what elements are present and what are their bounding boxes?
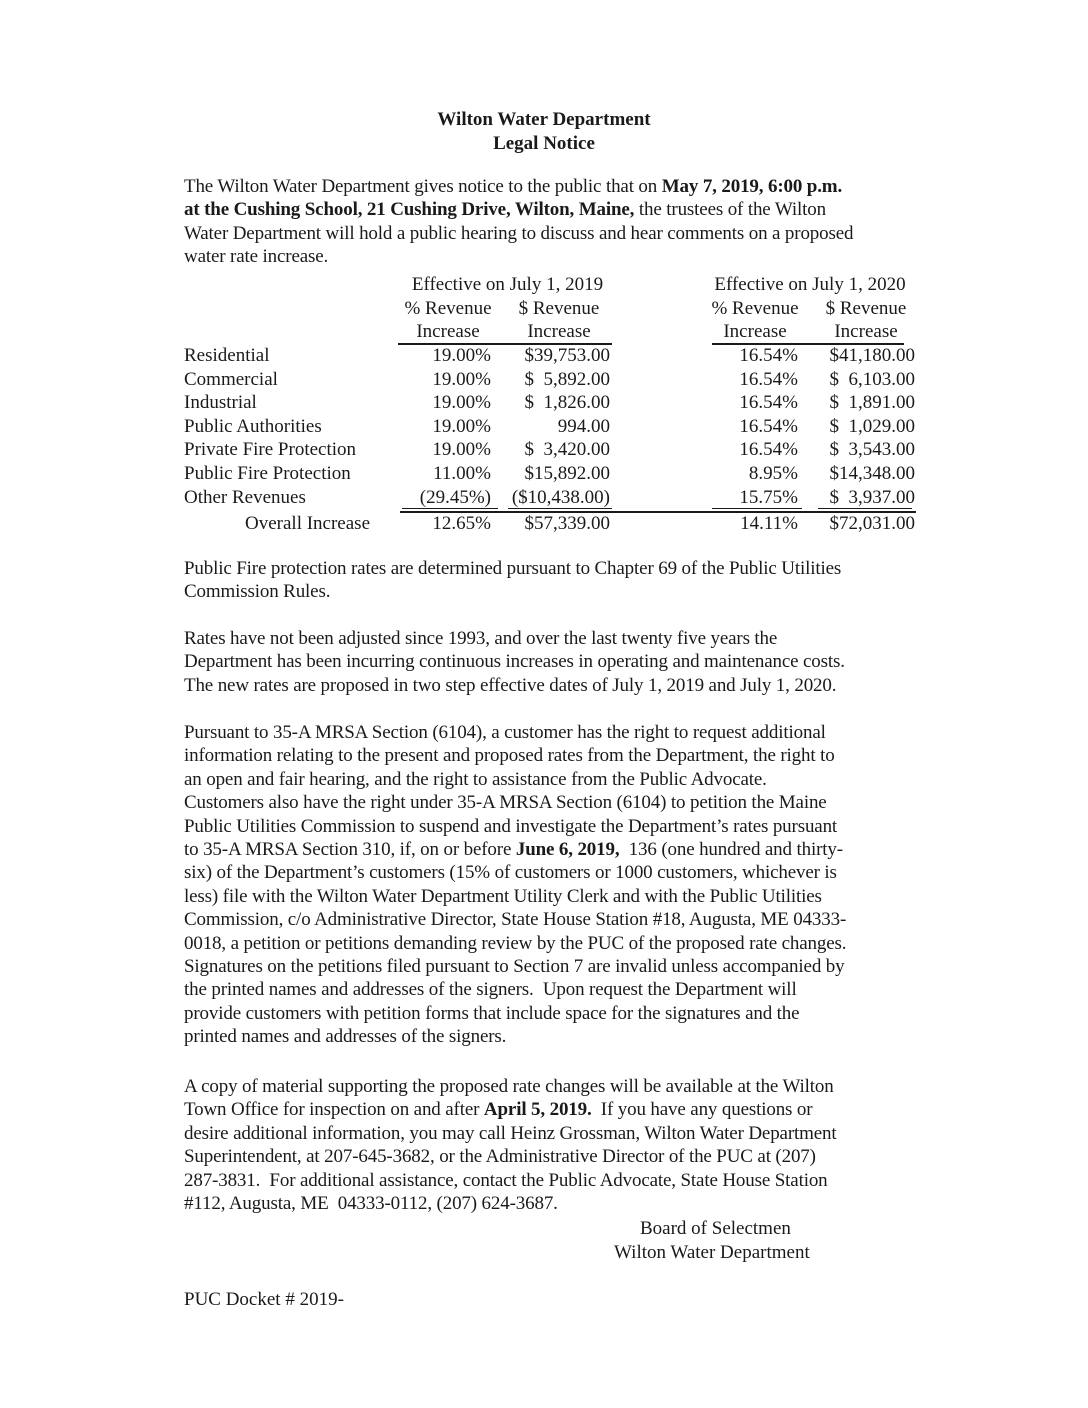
period-2-pct-value: 16.54% xyxy=(739,415,798,437)
text-line xyxy=(184,1169,924,1192)
text-line xyxy=(184,245,924,268)
period-1-amt-value: $39,753.00 xyxy=(524,345,610,366)
text-line xyxy=(184,815,924,838)
text-line xyxy=(184,1025,924,1048)
period-1-pct-value: 19.00% xyxy=(432,392,491,414)
text-line xyxy=(184,674,924,697)
text-run: Water Department will hold a public hearing to discuss and hear comments on a proposed xyxy=(184,222,854,244)
text-run: Signatures on the petitions filed pursuant to Section 7 are invalid unless accompanied by xyxy=(184,956,845,978)
text-run: information relating to the present and proposed rates from the Department, the right to xyxy=(184,745,835,767)
text-run: to 35-A MRSA Section 310, if, on or before xyxy=(184,839,516,861)
text-line xyxy=(184,650,924,673)
period-2-amt-header-line2: Increase xyxy=(834,321,898,342)
text-line xyxy=(184,557,924,580)
period-2-label: Effective on July 1, 2020 xyxy=(714,274,906,295)
text-run: water rate increase. xyxy=(184,246,329,268)
text-run: 136 (one hundred and thirty- xyxy=(619,839,843,861)
text-run: an open and fair hearing, and the right to assistance from the Public Advocate. xyxy=(184,768,767,790)
row-category: Residential xyxy=(184,345,270,366)
signature-board: Board of Selectmen xyxy=(640,1218,791,1239)
period-1-pct-value: 19.00% xyxy=(432,368,491,390)
text-line xyxy=(184,1122,924,1145)
period-2-pct-value: 8.95% xyxy=(748,463,798,484)
text-run: #112, Augusta, ME 04333-0112, (207) 624-3687. xyxy=(184,1193,558,1215)
text-run: 0018, a petition or petitions demanding review by the PUC of the proposed rate changes. xyxy=(184,932,847,954)
signature-department: Wilton Water Department xyxy=(614,1242,810,1263)
subtotal-underline xyxy=(508,508,612,510)
period-1-amt-value: $ 5,892.00 xyxy=(524,368,610,390)
fire-protection-paragraph xyxy=(184,557,924,604)
text-run: Town Office for inspection on and after xyxy=(184,1099,484,1121)
text-line xyxy=(184,978,924,1001)
text-line xyxy=(184,1192,924,1215)
subtotal-underline xyxy=(712,508,802,510)
text-run: printed names and addresses of the signers. xyxy=(184,1026,507,1048)
puc-docket-number: PUC Docket # 2019- xyxy=(184,1289,344,1310)
text-run: Public Fire protection rates are determined pursuant to Chapter 69 of the Public Utilities xyxy=(184,558,842,579)
period-1-amt-value: $ 1,826.00 xyxy=(524,392,610,414)
text-line xyxy=(184,627,924,650)
total-rule xyxy=(400,511,916,513)
text-line xyxy=(184,885,924,908)
text-run: the printed names and addresses of the signers. Upon request the Department will xyxy=(184,979,797,1001)
text-line xyxy=(184,932,924,955)
emphasized-text: April 5, 2019. xyxy=(483,1099,592,1121)
text-line xyxy=(184,1145,924,1168)
text-run: less) file with the Wilton Water Department Utility Clerk and with the Public Utilities xyxy=(184,885,822,907)
period-1-pct-header-line2: Increase xyxy=(416,321,480,342)
period-2-pct-value: 16.54% xyxy=(739,439,798,461)
row-category: Other Revenues xyxy=(184,486,306,508)
period-1-pct-header-line1: % Revenue xyxy=(404,298,492,319)
text-run: Commission, c/o Administrative Director, State House Station #18, Augusta, ME 04333- xyxy=(184,909,847,931)
text-line xyxy=(184,955,924,978)
period-1-pct-value: 19.00% xyxy=(432,415,491,437)
text-line xyxy=(184,908,924,931)
contact-paragraph xyxy=(184,1075,924,1215)
period-1-pct-value: 19.00% xyxy=(432,345,491,366)
period-2-pct-header-line1: % Revenue xyxy=(711,298,799,319)
text-run: The new rates are proposed in two step effective dates of July 1, 2019 and July 1, 2020. xyxy=(184,674,837,696)
period-2-amt-value: $ 1,029.00 xyxy=(829,415,915,437)
period-1-amt-value: $15,892.00 xyxy=(524,463,610,484)
text-run: Superintendent, at 207-645-3682, or the Administrative Director of the PUC at (207) xyxy=(184,1146,816,1168)
emphasized-text: May 7, 2019, 6:00 p.m. xyxy=(661,176,843,197)
period-1-label: Effective on July 1, 2019 xyxy=(411,274,604,295)
subtotal-underline xyxy=(818,508,912,510)
period-1-pct-value: (29.45%) xyxy=(419,486,491,508)
intro-paragraph xyxy=(184,175,924,269)
text-line xyxy=(184,744,924,767)
period-2-pct-value: 16.54% xyxy=(739,345,798,366)
text-line xyxy=(184,791,924,814)
text-line xyxy=(184,768,924,791)
period-1-amt-header-line1: $ Revenue xyxy=(518,298,600,319)
text-line xyxy=(184,861,924,884)
text-run: Customers also have the right under 35-A MRSA Section (6104) to petition the Maine xyxy=(184,792,827,814)
text-run: the trustees of the Wilton xyxy=(634,199,826,221)
period-1-pct-value: 19.00% xyxy=(432,439,491,461)
period-2-amt-value: $ 3,937.00 xyxy=(829,486,915,508)
period-2-pct-value: 14.11% xyxy=(740,513,798,535)
period-2-pct-value: 15.75% xyxy=(739,486,798,508)
text-run: If you have any questions or xyxy=(591,1099,813,1121)
period-2-amt-value: $14,348.00 xyxy=(829,463,915,484)
text-run: 287-3831. For additional assistance, contact the Public Advocate, State House Station xyxy=(184,1169,828,1191)
period-2-amt-value: $ 6,103.00 xyxy=(829,368,915,390)
period-1-amt-header-line2: Increase xyxy=(527,321,591,342)
text-run: Department has been incurring continuous increases in operating and maintenance costs. xyxy=(184,651,845,673)
text-line xyxy=(184,198,924,221)
emphasized-text: June 6, 2019, xyxy=(515,839,620,861)
text-run: Pursuant to 35-A MRSA Section (6104), a customer has the right to request additional xyxy=(184,722,826,743)
row-category: Public Fire Protection xyxy=(184,463,351,484)
period-2-amt-value: $41,180.00 xyxy=(829,345,915,366)
subtotal-underline xyxy=(402,508,498,510)
period-1-pct-value: 12.65% xyxy=(432,513,491,535)
period-1-pct-value: 11.00% xyxy=(433,463,491,484)
period-2-pct-value: 16.54% xyxy=(739,392,798,414)
text-run: provide customers with petition forms that include space for the signatures and the xyxy=(184,1002,800,1024)
period-1-amt-value: 994.00 xyxy=(557,415,610,437)
period-2-pct-header-line2: Increase xyxy=(723,321,787,342)
row-category: Public Authorities xyxy=(184,415,322,437)
row-category: Commercial xyxy=(184,368,278,390)
emphasized-text: at the Cushing School, 21 Cushing Drive, Wilton, Maine, xyxy=(184,199,635,221)
text-line xyxy=(184,1098,924,1121)
text-run: A copy of material supporting the proposed rate changes will be available at the Wilton xyxy=(184,1076,834,1097)
text-run: desire additional information, you may call Heinz Grossman, Wilton Water Department xyxy=(184,1122,837,1144)
text-line xyxy=(184,721,924,744)
text-run: Rates have not been adjusted since 1993, and over the last twenty five years the xyxy=(184,628,778,649)
period-2-amt-value: $72,031.00 xyxy=(829,513,915,535)
text-run: Public Utilities Commission to suspend and investigate the Department’s rates pursuant xyxy=(184,815,838,837)
period-1-amt-value: ($10,438.00) xyxy=(511,486,610,508)
period-2-amt-value: $ 1,891.00 xyxy=(829,392,915,414)
row-category: Private Fire Protection xyxy=(184,439,357,461)
text-line xyxy=(184,838,924,861)
text-line xyxy=(184,1075,924,1098)
total-row-label: Overall Increase xyxy=(245,513,371,535)
rate-history-paragraph xyxy=(184,627,924,697)
period-2-amt-header-line1: $ Revenue xyxy=(825,298,907,319)
text-run: Commission Rules. xyxy=(184,581,331,603)
organization-title: Wilton Water Department xyxy=(437,109,651,130)
row-category: Industrial xyxy=(184,392,257,414)
period-1-amt-value: $57,339.00 xyxy=(524,513,610,535)
customer-rights-paragraph xyxy=(184,721,924,1049)
notice-type-title: Legal Notice xyxy=(493,133,595,154)
text-line xyxy=(184,580,924,603)
text-line xyxy=(184,1002,924,1025)
period-1-amt-value: $ 3,420.00 xyxy=(524,439,610,461)
period-2-amt-value: $ 3,543.00 xyxy=(829,439,915,461)
text-run: The Wilton Water Department gives notice to the public that on xyxy=(184,176,662,197)
text-line xyxy=(184,222,924,245)
text-run: six) of the Department’s customers (15% of customers or 1000 customers, whichever is xyxy=(184,862,837,884)
text-line xyxy=(184,175,924,198)
period-2-pct-value: 16.54% xyxy=(739,368,798,390)
